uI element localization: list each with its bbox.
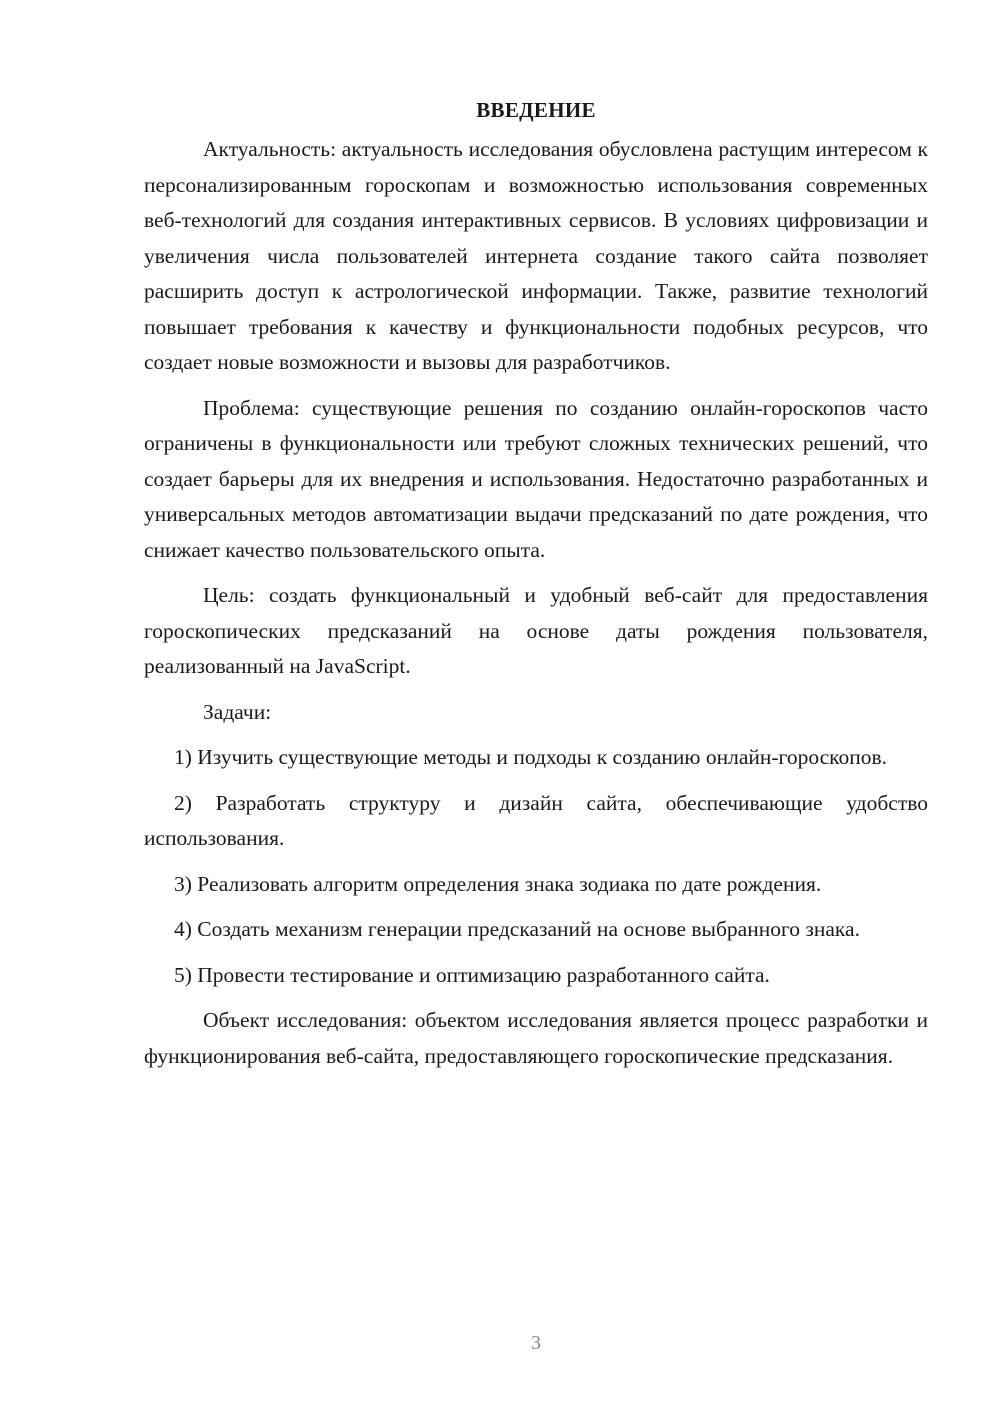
task-item-4: 4) Создать механизм генерации предсказаний на основе выбранного знака.: [174, 917, 860, 941]
page-number: 3: [531, 1332, 541, 1354]
paragraph-goal: Цель: создать функциональный и удобный веб-сайт для предоставления гороскопических предсказаний на основе даты рождения пользователя, реализованный на JavaScript.: [144, 583, 928, 678]
task-item-1: 1) Изучить существующие методы и подходы к созданию онлайн-гороскопов.: [174, 745, 888, 769]
paragraph-object: Объект исследования: объектом исследования является процесс разработки и функционирования веб-сайта, предоставляющего гороскопические предсказания.: [144, 1008, 928, 1068]
tasks-label: Задачи:: [203, 699, 272, 724]
task-item-3: 3) Реализовать алгоритм определения знака зодиака по дате рождения.: [174, 871, 822, 896]
task-item-2: 2) Разработать структуру и дизайн сайта, обеспечивающие удобство использования.: [144, 790, 928, 850]
page-title: ВВЕДЕНИЕ: [476, 98, 596, 122]
paragraph-problem: Проблема: существующие решения по созданию онлайн-гороскопов часто ограничены в функциональности или требуют сложных технических решений, что создает барьеры для их внедрения и использования. Недостаточно разработанных и универсальных методов автоматизации выдачи предсказаний по дате рождения, что снижает качество пользовательского опыта.: [144, 395, 928, 562]
page-content: [144, 92, 928, 1084]
paragraph-relevance: Актуальность: актуальность исследования обусловлена растущим интересом к персонализированным гороскопам и возможностью использования современных веб-технологий для создания интерактивных сервисов. В условиях цифровизации и увеличения числа пользователей интернета создание такого сайта позволяет расширить доступ к астрологической информации. Также, развитие технологий повышает требования к качеству и функциональности подобных ресурсов, что создает новые возможности и вызовы для разработчиков.: [144, 137, 928, 374]
task-item-5: 5) Провести тестирование и оптимизацию разработанного сайта.: [174, 962, 770, 987]
